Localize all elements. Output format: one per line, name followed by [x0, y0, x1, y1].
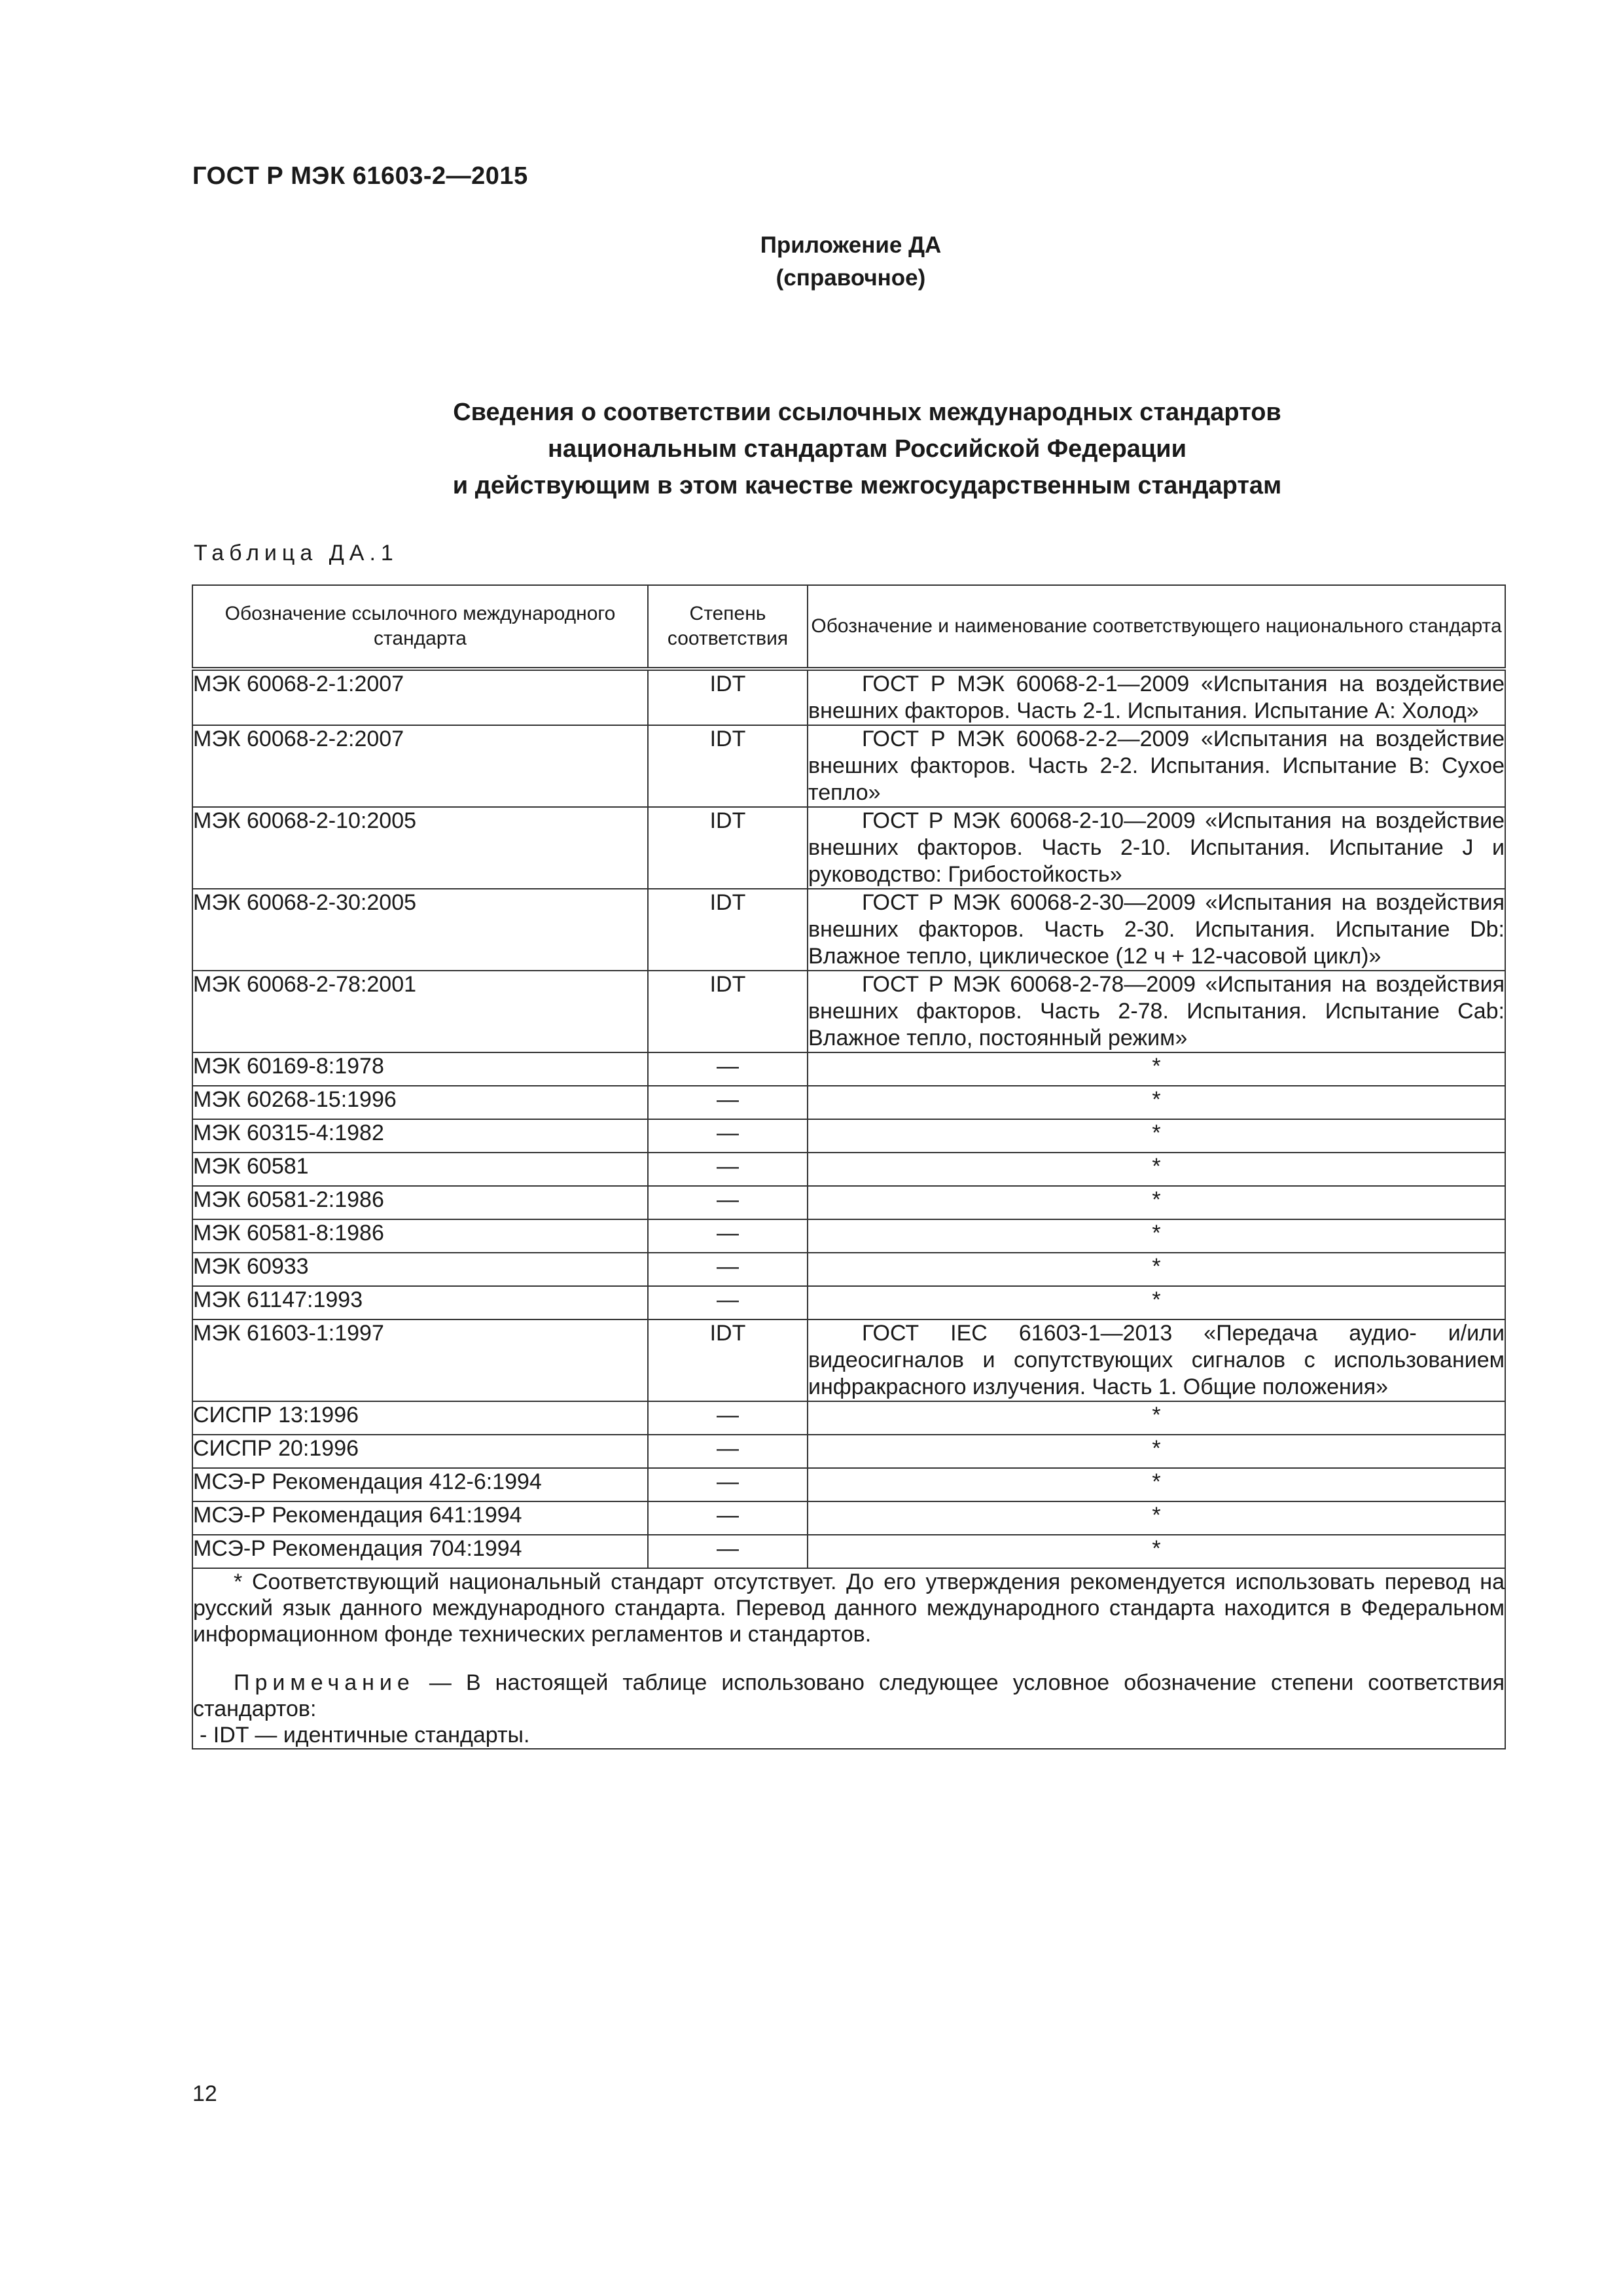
degree-cell: IDT	[648, 807, 808, 889]
annex-heading	[681, 229, 1021, 295]
note-text: — В настоящей таблице использовано следующее условное обозначение степени соответствия стандартов:	[193, 1670, 1505, 1721]
table-row	[192, 1186, 1505, 1219]
reference-cell: МЭК 61603-1:1997	[192, 1319, 648, 1401]
table-row	[192, 1286, 1505, 1319]
header-degree: Степень соответствия	[648, 585, 808, 669]
footnote-star: * Соответствующий национальный стандарт отсутствует. До его утверждения рекомендуется использовать перевод на русский язык данного международного стандарта. Перевод данного международного стандарта находится в Федеральном информационном фонде технических регламентов и стандартов.	[193, 1570, 1505, 1647]
national-standard-cell: *	[808, 1501, 1505, 1535]
degree-cell: —	[648, 1052, 808, 1086]
document-code: ГОСТ Р МЭК 61603-2—2015	[192, 162, 528, 190]
degree-cell: IDT	[648, 889, 808, 971]
degree-cell: —	[648, 1186, 808, 1219]
table-row	[192, 1468, 1505, 1501]
table-row	[192, 669, 1505, 725]
degree-cell: IDT	[648, 971, 808, 1052]
reference-cell: МЭК 60068-2-2:2007	[192, 725, 648, 807]
degree-cell: —	[648, 1219, 808, 1253]
title-line-3: и действующим в этом качестве межгосударственным стандартам	[452, 472, 1282, 499]
reference-cell: МЭК 60933	[192, 1253, 648, 1286]
national-standard-cell: *	[808, 1153, 1505, 1186]
table-row	[192, 1052, 1505, 1086]
header-national: Обозначение и наименование соответствующего национального стандарта	[808, 585, 1505, 669]
reference-cell: СИСПР 13:1996	[192, 1401, 648, 1435]
degree-cell: —	[648, 1086, 808, 1119]
table-row	[192, 1535, 1505, 1568]
reference-cell: МЭК 60068-2-1:2007	[192, 669, 648, 725]
national-standard-cell: *	[808, 1435, 1505, 1468]
reference-cell: МСЭ-Р Рекомендация 412-6:1994	[192, 1468, 648, 1501]
degree-cell: —	[648, 1401, 808, 1435]
header-reference: Обозначение ссылочного международного стандарта	[192, 585, 648, 669]
annex-type: (справочное)	[776, 265, 926, 291]
annex-title: Приложение ДА	[760, 232, 942, 258]
national-standard-cell: ГОСТ Р МЭК 60068-2-78—2009 «Испытания на воздействия внешних факторов. Часть 2-78. Испытания. Испытание Cab: Влажное тепло, постоянный режим»	[808, 971, 1505, 1052]
degree-cell: IDT	[648, 725, 808, 807]
table-body	[192, 669, 1505, 1568]
reference-cell: МЭК 60581	[192, 1153, 648, 1186]
section-title	[223, 394, 1512, 504]
note-paragraph	[193, 1670, 1505, 1722]
standards-table	[192, 584, 1506, 1749]
national-standard-cell: ГОСТ Р МЭК 60068-2-1—2009 «Испытания на воздействие внешних факторов. Часть 2-1. Испытания. Испытание А: Холод»	[808, 669, 1505, 725]
degree-cell: —	[648, 1286, 808, 1319]
reference-cell: МЭК 60581-8:1986	[192, 1219, 648, 1253]
degree-cell: IDT	[648, 669, 808, 725]
national-standard-cell: *	[808, 1535, 1505, 1568]
reference-cell: МСЭ-Р Рекомендация 641:1994	[192, 1501, 648, 1535]
national-standard-cell: *	[808, 1052, 1505, 1086]
national-standard-cell: ГОСТ Р МЭК 60068-2-2—2009 «Испытания на воздействие внешних факторов. Часть 2-2. Испытания. Испытание В: Сухое тепло»	[808, 725, 1505, 807]
reference-cell: МЭК 60068-2-30:2005	[192, 889, 648, 971]
degree-cell: —	[648, 1119, 808, 1153]
national-standard-cell: *	[808, 1468, 1505, 1501]
table-row	[192, 1435, 1505, 1468]
table-row	[192, 1219, 1505, 1253]
degree-cell: —	[648, 1501, 808, 1535]
note-label: Примечание	[234, 1670, 415, 1695]
national-standard-cell: *	[808, 1253, 1505, 1286]
national-standard-cell: *	[808, 1186, 1505, 1219]
table-row	[192, 725, 1505, 807]
degree-cell: IDT	[648, 1319, 808, 1401]
reference-cell: МСЭ-Р Рекомендация 704:1994	[192, 1535, 648, 1568]
degree-cell: —	[648, 1153, 808, 1186]
table-header-row	[192, 585, 1505, 669]
national-standard-cell: *	[808, 1086, 1505, 1119]
table-row	[192, 1401, 1505, 1435]
reference-cell: МЭК 60268-15:1996	[192, 1086, 648, 1119]
table-footer-row	[192, 1568, 1505, 1749]
table-row	[192, 971, 1505, 1052]
degree-cell: —	[648, 1253, 808, 1286]
table-row	[192, 1319, 1505, 1401]
table-label: Таблица ДА.1	[194, 541, 399, 565]
reference-cell: МЭК 60169-8:1978	[192, 1052, 648, 1086]
table-row	[192, 889, 1505, 971]
table-row	[192, 1253, 1505, 1286]
table-row	[192, 1119, 1505, 1153]
table-row	[192, 807, 1505, 889]
national-standard-cell: *	[808, 1401, 1505, 1435]
note-item-idt: - IDT — идентичные стандарты.	[200, 1723, 530, 1748]
degree-cell: —	[648, 1468, 808, 1501]
national-standard-cell: *	[808, 1119, 1505, 1153]
table-row	[192, 1086, 1505, 1119]
page-number: 12	[192, 2081, 217, 2106]
reference-cell: МЭК 60315-4:1982	[192, 1119, 648, 1153]
national-standard-cell: *	[808, 1286, 1505, 1319]
reference-cell: МЭК 61147:1993	[192, 1286, 648, 1319]
national-standard-cell: ГОСТ IEC 61603-1—2013 «Передача аудио- и/или видеосигналов и сопутствующих сигналов с использованием инфракрасного излучения. Часть 1. Общие положения»	[808, 1319, 1505, 1401]
national-standard-cell: *	[808, 1219, 1505, 1253]
table-footnotes	[192, 1568, 1505, 1749]
degree-cell: —	[648, 1535, 808, 1568]
title-line-1: Сведения о соответствии ссылочных международных стандартов	[453, 399, 1281, 426]
national-standard-cell: ГОСТ Р МЭК 60068-2-10—2009 «Испытания на воздействие внешних факторов. Часть 2-10. Испытания. Испытание J и руководство: Грибостойкость»	[808, 807, 1505, 889]
table-row	[192, 1501, 1505, 1535]
degree-cell: —	[648, 1435, 808, 1468]
reference-cell: СИСПР 20:1996	[192, 1435, 648, 1468]
national-standard-cell: ГОСТ Р МЭК 60068-2-30—2009 «Испытания на воздействия внешних факторов. Часть 2-30. Испытания. Испытание Db: Влажное тепло, циклическое (12 ч + 12-часовой цикл)»	[808, 889, 1505, 971]
reference-cell: МЭК 60068-2-10:2005	[192, 807, 648, 889]
reference-cell: МЭК 60068-2-78:2001	[192, 971, 648, 1052]
title-line-2: национальным стандартам Российской Федерации	[547, 435, 1186, 463]
reference-cell: МЭК 60581-2:1986	[192, 1186, 648, 1219]
table-row	[192, 1153, 1505, 1186]
